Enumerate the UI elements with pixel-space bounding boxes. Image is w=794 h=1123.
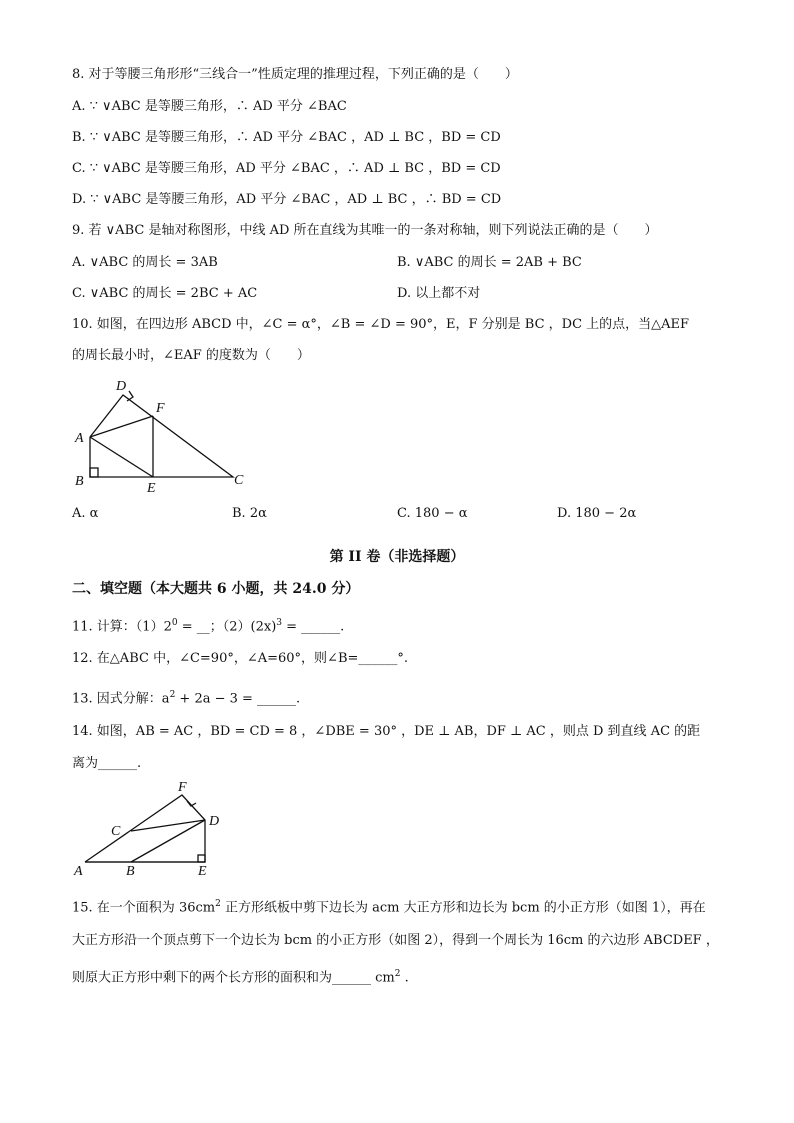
q11-exp1: 0 bbox=[171, 618, 178, 628]
q10-label-f: F bbox=[156, 401, 165, 416]
q13-text bbox=[72, 686, 300, 708]
q14-line2: 离为______. bbox=[72, 756, 142, 771]
q13-prefix: 13. 因式分解：a bbox=[72, 691, 170, 707]
q15-line3-b: . bbox=[400, 970, 409, 986]
q10-label-c: C bbox=[234, 473, 244, 488]
q11-suffix: = ______. bbox=[282, 619, 345, 635]
q9-stem: 9. 若 ∨ABC 是轴对称图形，中线 AD 所在直线为其唯一的一条对称轴，则下列说法正确的是（ ） bbox=[72, 223, 658, 238]
q10-stem-line2: 的周长最小时，∠EAF 的度数为（ ） bbox=[72, 348, 310, 363]
q8-option-a: A. ∵ ∨ABC 是等腰三角形，∴ AD 平分 ∠BAC bbox=[72, 99, 347, 114]
q15-line2: 大正方形沿一个顶点剪下一个边长为 bcm 的小正方形（如图 2），得到一个周长为 16cm 的六边形 ABCDEF ， bbox=[72, 933, 719, 948]
q14-label-d: D bbox=[209, 814, 220, 829]
q14-figure bbox=[70, 775, 230, 880]
q10-option-b: B. 2α bbox=[232, 506, 267, 521]
q14-label-e: E bbox=[198, 864, 207, 879]
q14-label-a: A bbox=[74, 864, 83, 879]
q9-option-d: D. 以上都不对 bbox=[397, 286, 481, 301]
q15-line3-a: 则原大正方形中剩下的两个长方形的面积和为______ cm bbox=[72, 970, 395, 986]
q8-option-c: C. ∵ ∨ABC 是等腰三角形，AD 平分 ∠BAC ，∴ AD ⊥ BC ，BD = CD bbox=[72, 161, 501, 176]
q15-line3 bbox=[72, 965, 409, 987]
q10-option-c: C. 180 − α bbox=[397, 506, 468, 521]
q10-label-d: D bbox=[116, 379, 127, 394]
q10-stem-line1: 10. 如图，在四边形 ABCD 中，∠C = α°，∠B = ∠D = 90°，E，F 分别是 BC ，DC 上的点，当△AEF bbox=[72, 317, 690, 332]
q11-text bbox=[72, 614, 344, 636]
q9-option-b: B. ∨ABC 的周长 = 2AB + BC bbox=[397, 255, 582, 270]
q13-exp: 2 bbox=[169, 690, 176, 700]
q15-line1-b: 正方形纸板中剪下边长为 acm 大正方形和边长为 bcm 的小正方形（如图 1），再在 bbox=[220, 900, 706, 916]
q10-label-e: E bbox=[147, 481, 156, 496]
q10-option-a: A. α bbox=[72, 506, 99, 521]
q8-option-b: B. ∵ ∨ABC 是等腰三角形，∴ AD 平分 ∠BAC ，AD ⊥ BC ，BD = CD bbox=[72, 130, 501, 145]
q11-mid: = __；（2）(2x) bbox=[177, 619, 277, 635]
q12-text: 12. 在△ABC 中，∠C=90°，∠A=60°，则∠B=______°. bbox=[72, 651, 409, 666]
q14-line1: 14. 如图，AB = AC ，BD = CD = 8 ，∠DBE = 30° ，DE ⊥ AB，DF ⊥ AC ，则点 D 到直线 AC 的距 bbox=[72, 724, 701, 739]
q11-exp2: 3 bbox=[276, 618, 283, 628]
q11-prefix: 11. 计算：（1）2 bbox=[72, 619, 172, 635]
q10-label-b: B bbox=[75, 474, 84, 489]
part-title: 二、填空题（本大题共 6 小题，共 24.0 分） bbox=[72, 581, 360, 597]
q14-label-f: F bbox=[178, 780, 187, 795]
q9-option-c: C. ∨ABC 的周长 = 2BC + AC bbox=[72, 286, 258, 301]
volume-title: 第 II 卷（非选择题） bbox=[329, 549, 465, 565]
q15-line1 bbox=[72, 895, 706, 917]
q14-label-c: C bbox=[111, 824, 121, 839]
q13-suffix: + 2a − 3 = ______. bbox=[175, 691, 301, 707]
q10-option-d: D. 180 − 2α bbox=[557, 506, 637, 521]
q9-option-a: A. ∨ABC 的周长 = 3AB bbox=[72, 255, 218, 270]
q10-figure bbox=[70, 376, 260, 496]
q15-line3-exp: 2 bbox=[394, 969, 401, 979]
q10-label-a: A bbox=[75, 431, 84, 446]
q8-option-d: D. ∵ ∨ABC 是等腰三角形，AD 平分 ∠BAC ，AD ⊥ BC ，∴ BD = CD bbox=[72, 192, 502, 207]
q14-label-b: B bbox=[126, 864, 135, 879]
q15-line1-exp: 2 bbox=[215, 899, 221, 909]
q8-stem: 8. 对于等腰三角形形“三线合一”性质定理的推理过程，下列正确的是（ ） bbox=[72, 67, 518, 82]
q15-line1-a: 15. 在一个面积为 36cm bbox=[72, 900, 216, 916]
